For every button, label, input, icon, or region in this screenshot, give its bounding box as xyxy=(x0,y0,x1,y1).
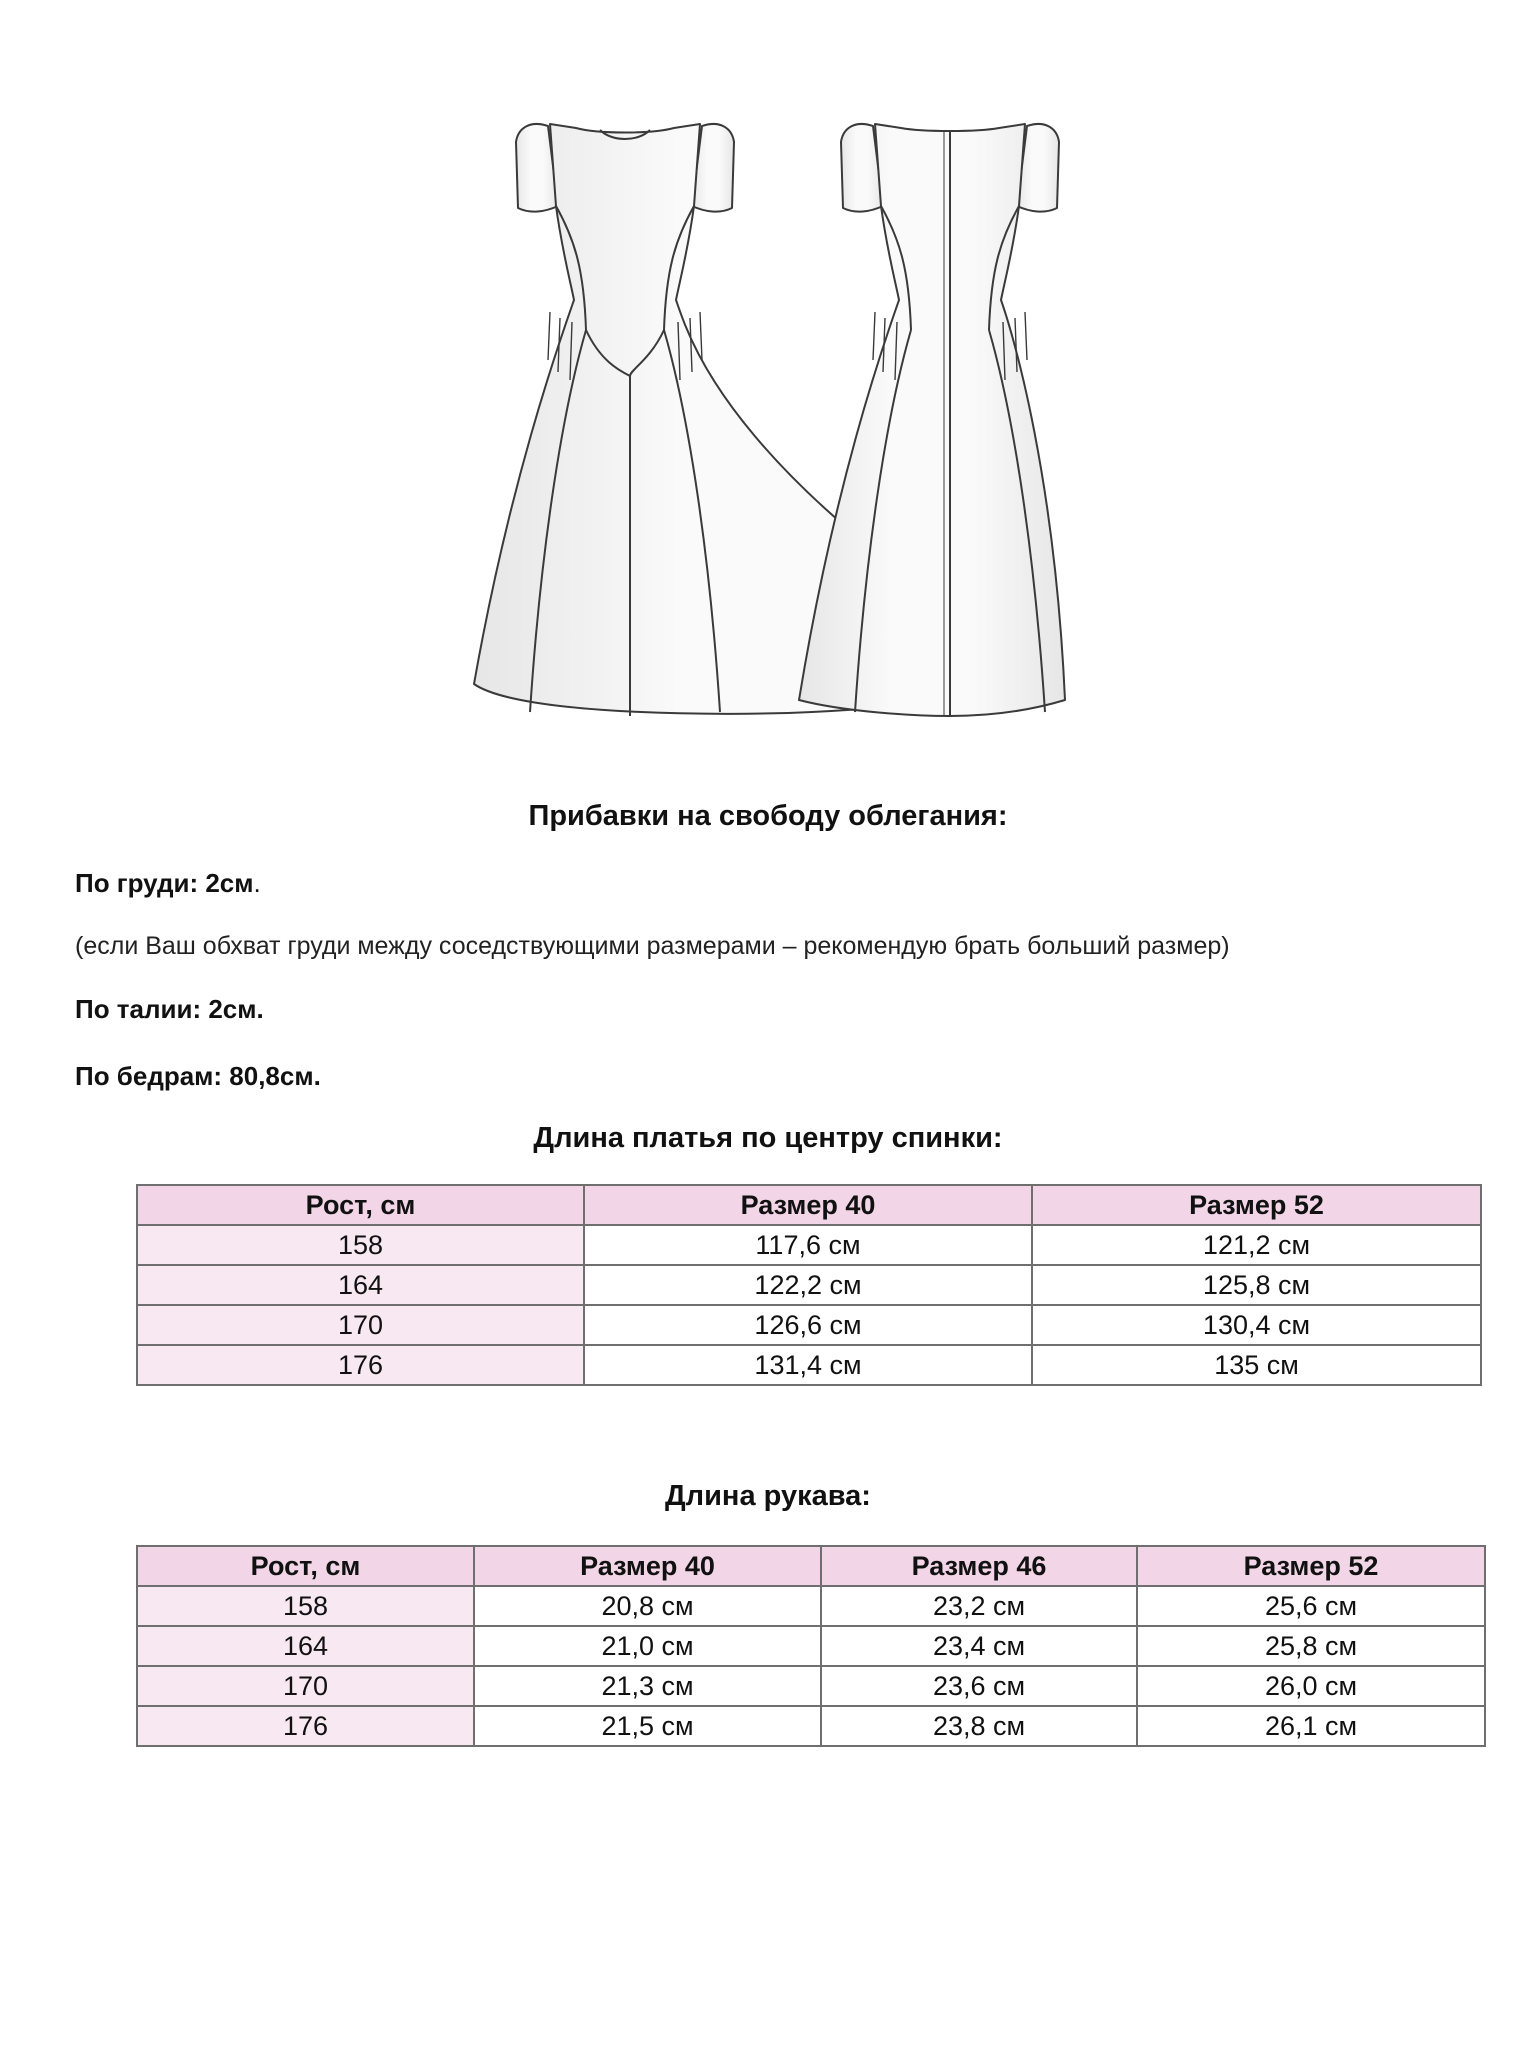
table-cell: 25,6 см xyxy=(1137,1586,1485,1626)
sleeve-length-table xyxy=(136,1545,1486,1747)
header-size-40: Размер 40 xyxy=(584,1185,1032,1225)
table-cell: 20,8 см xyxy=(474,1586,821,1626)
table-row xyxy=(137,1706,1485,1746)
table-row xyxy=(137,1305,1481,1345)
back-length-table xyxy=(136,1184,1482,1386)
header-height: Рост, см xyxy=(137,1546,474,1586)
table-cell: 122,2 см xyxy=(584,1265,1032,1305)
table-row xyxy=(137,1626,1485,1666)
table-row xyxy=(137,1586,1485,1626)
back-dress-body xyxy=(799,124,1065,716)
dress-sketches xyxy=(0,0,1536,740)
table-cell: 130,4 см xyxy=(1032,1305,1481,1345)
table-cell: 158 xyxy=(137,1586,474,1626)
bust-allowance-label: По груди: 2см xyxy=(75,868,254,898)
table-cell: 164 xyxy=(137,1626,474,1666)
waist-allowance-label: По талии: 2см. xyxy=(75,994,264,1024)
table-row xyxy=(137,1265,1481,1305)
table-cell: 170 xyxy=(137,1666,474,1706)
bust-allowance-note: (если Ваш обхват груди между соседствующими размерами – рекомендую брать больший размер) xyxy=(75,932,1230,960)
back-length-title: Длина платья по центру спинки: xyxy=(533,1122,1003,1154)
table-row xyxy=(137,1666,1485,1706)
table-header-row xyxy=(137,1185,1481,1225)
table-header-row xyxy=(137,1546,1485,1586)
table-cell: 23,6 см xyxy=(821,1666,1137,1706)
table-cell: 158 xyxy=(137,1225,584,1265)
table-cell: 117,6 см xyxy=(584,1225,1032,1265)
table-cell: 126,6 см xyxy=(584,1305,1032,1345)
waist-allowance xyxy=(75,994,264,1025)
table-cell: 135 см xyxy=(1032,1345,1481,1385)
table-cell: 121,2 см xyxy=(1032,1225,1481,1265)
table-cell: 164 xyxy=(137,1265,584,1305)
bust-allowance-suffix: . xyxy=(253,868,261,898)
sleeve-length-title: Длина рукава: xyxy=(665,1480,871,1512)
table-cell: 125,8 см xyxy=(1032,1265,1481,1305)
header-size-46: Размер 46 xyxy=(821,1546,1137,1586)
table-cell: 25,8 см xyxy=(1137,1626,1485,1666)
table-cell: 131,4 см xyxy=(584,1345,1032,1385)
table-cell: 23,2 см xyxy=(821,1586,1137,1626)
table-row xyxy=(137,1345,1481,1385)
table-cell: 21,0 см xyxy=(474,1626,821,1666)
hips-allowance-label: По бедрам: 80,8см. xyxy=(75,1061,321,1091)
table-row xyxy=(137,1225,1481,1265)
table-cell: 21,3 см xyxy=(474,1666,821,1706)
allowances-title: Прибавки на свободу облегания: xyxy=(528,800,1008,832)
table-cell: 26,1 см xyxy=(1137,1706,1485,1746)
table-cell: 176 xyxy=(137,1706,474,1746)
header-size-40: Размер 40 xyxy=(474,1546,821,1586)
table-cell: 23,8 см xyxy=(821,1706,1137,1746)
header-height: Рост, см xyxy=(137,1185,584,1225)
dress-back-sketch xyxy=(799,124,1065,716)
table-cell: 176 xyxy=(137,1345,584,1385)
header-size-52: Размер 52 xyxy=(1137,1546,1485,1586)
hips-allowance xyxy=(75,1061,321,1092)
table-cell: 21,5 см xyxy=(474,1706,821,1746)
table-cell: 170 xyxy=(137,1305,584,1345)
header-size-52: Размер 52 xyxy=(1032,1185,1481,1225)
bust-allowance xyxy=(75,868,261,899)
table-cell: 26,0 см xyxy=(1137,1666,1485,1706)
table-cell: 23,4 см xyxy=(821,1626,1137,1666)
